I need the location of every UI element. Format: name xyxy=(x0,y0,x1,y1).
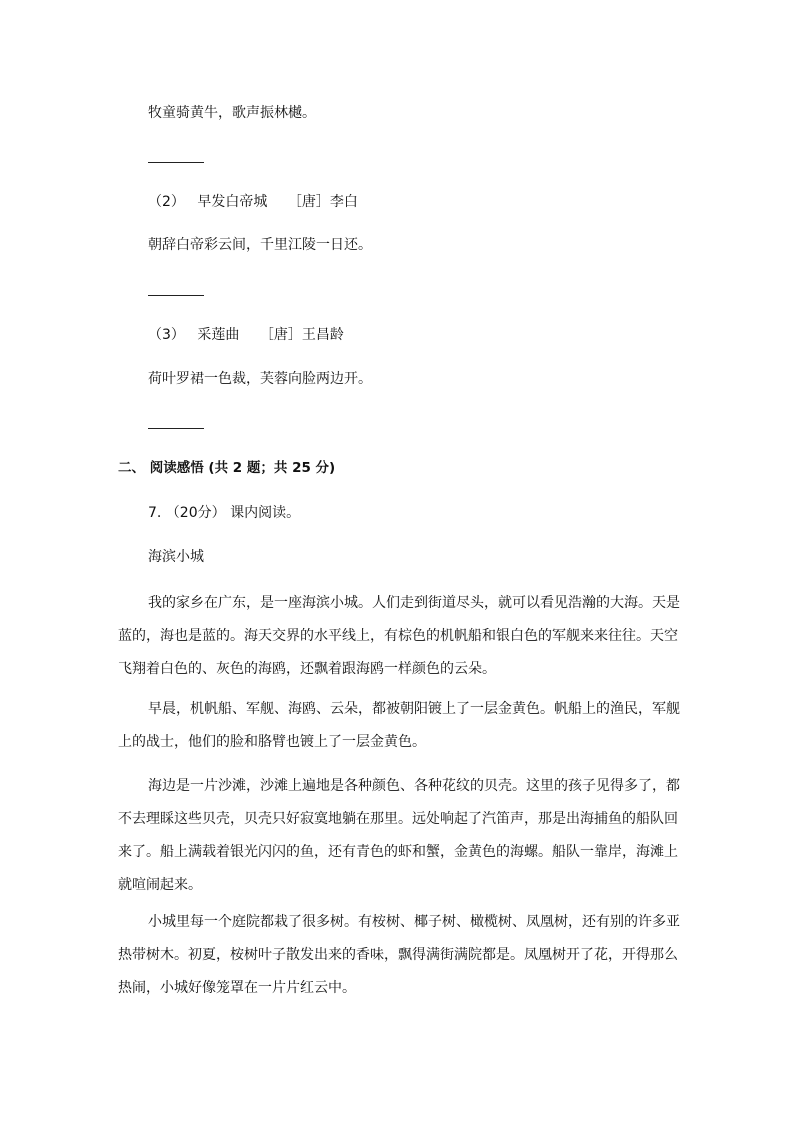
poem2-line: 朝辞白帝彩云间，千里江陵一日还。 xyxy=(148,237,372,253)
poem2-author: ［唐］李白 xyxy=(287,194,358,210)
poem1-line: 牧童骑黄牛，歌声振林樾。 xyxy=(148,105,316,121)
paragraph-line: 我的家乡在广东，是一座海滨小城。人们走到街道尽头，就可以看见浩瀚的大海。天是 xyxy=(148,595,680,611)
paragraph-line: 不去理睬这些贝壳，贝壳只好寂寞地躺在那里。远处响起了汽笛声，那是出海捕鱼的船队回 xyxy=(118,811,678,827)
poem3-author: ［唐］王昌龄 xyxy=(259,327,344,343)
passage-paragraph-2 xyxy=(118,693,680,759)
question-label: 7. （20分） 课内阅读。 xyxy=(148,505,301,521)
answer-blank-1[interactable] xyxy=(148,162,204,163)
poem2-number: （2） xyxy=(148,194,185,210)
poem2-title: 早发白帝城 xyxy=(197,194,268,210)
paragraph-line: 海边是一片沙滩，沙滩上遍地是各种颜色、各种花纹的贝壳。这里的孩子见得多了，都 xyxy=(148,778,680,794)
poem3-line: 荷叶罗裙一色裁，芙蓉向脸两边开。 xyxy=(148,371,372,387)
poem3-number: （3） xyxy=(148,327,185,343)
answer-blank-2[interactable] xyxy=(148,295,204,296)
paragraph-line: 早晨，机帆船、军舰、海鸥、云朵，都被朝阳镀上了一层金黄色。帆船上的渔民，军舰 xyxy=(148,701,680,717)
paragraph-line: 飞翔着白色的、灰色的海鸥，还飘着跟海鸥一样颜色的云朵。 xyxy=(118,661,496,677)
paragraph-line: 热闹，小城好像笼罩在一片片红云中。 xyxy=(118,980,356,996)
poem2-header xyxy=(148,193,358,211)
poem3-header xyxy=(148,326,344,344)
paragraph-line: 小城里每一个庭院都栽了很多树。有桉树、椰子树、橄榄树、凤凰树，还有别的许多亚 xyxy=(148,914,680,930)
poem3-title: 采莲曲 xyxy=(197,327,240,343)
answer-blank-3[interactable] xyxy=(148,428,204,429)
paragraph-line: 上的战士，他们的脸和胳臂也镀上了一层金黄色。 xyxy=(118,734,426,750)
paragraph-line: 就喧闹起来。 xyxy=(118,877,202,893)
paragraph-line: 来了。船上满载着银光闪闪的鱼，还有青色的虾和蟹，金黄色的海螺。船队一靠岸，海滩上 xyxy=(118,844,678,860)
passage-title: 海滨小城 xyxy=(148,549,204,565)
paragraph-line: 蓝的，海也是蓝的。海天交界的水平线上，有棕色的机帆船和银白色的军舰来来往往。天空 xyxy=(118,628,678,644)
passage-paragraph-4 xyxy=(118,906,680,1005)
passage-paragraph-3 xyxy=(118,770,680,902)
section-heading: 二、 阅读感悟 (共 2 题；共 25 分) xyxy=(118,460,336,476)
passage-paragraph-1 xyxy=(118,587,680,686)
paragraph-line: 热带树木。初夏，桉树叶子散发出来的香味，飘得满街满院都是。凤凰树开了花，开得那么 xyxy=(118,947,678,963)
